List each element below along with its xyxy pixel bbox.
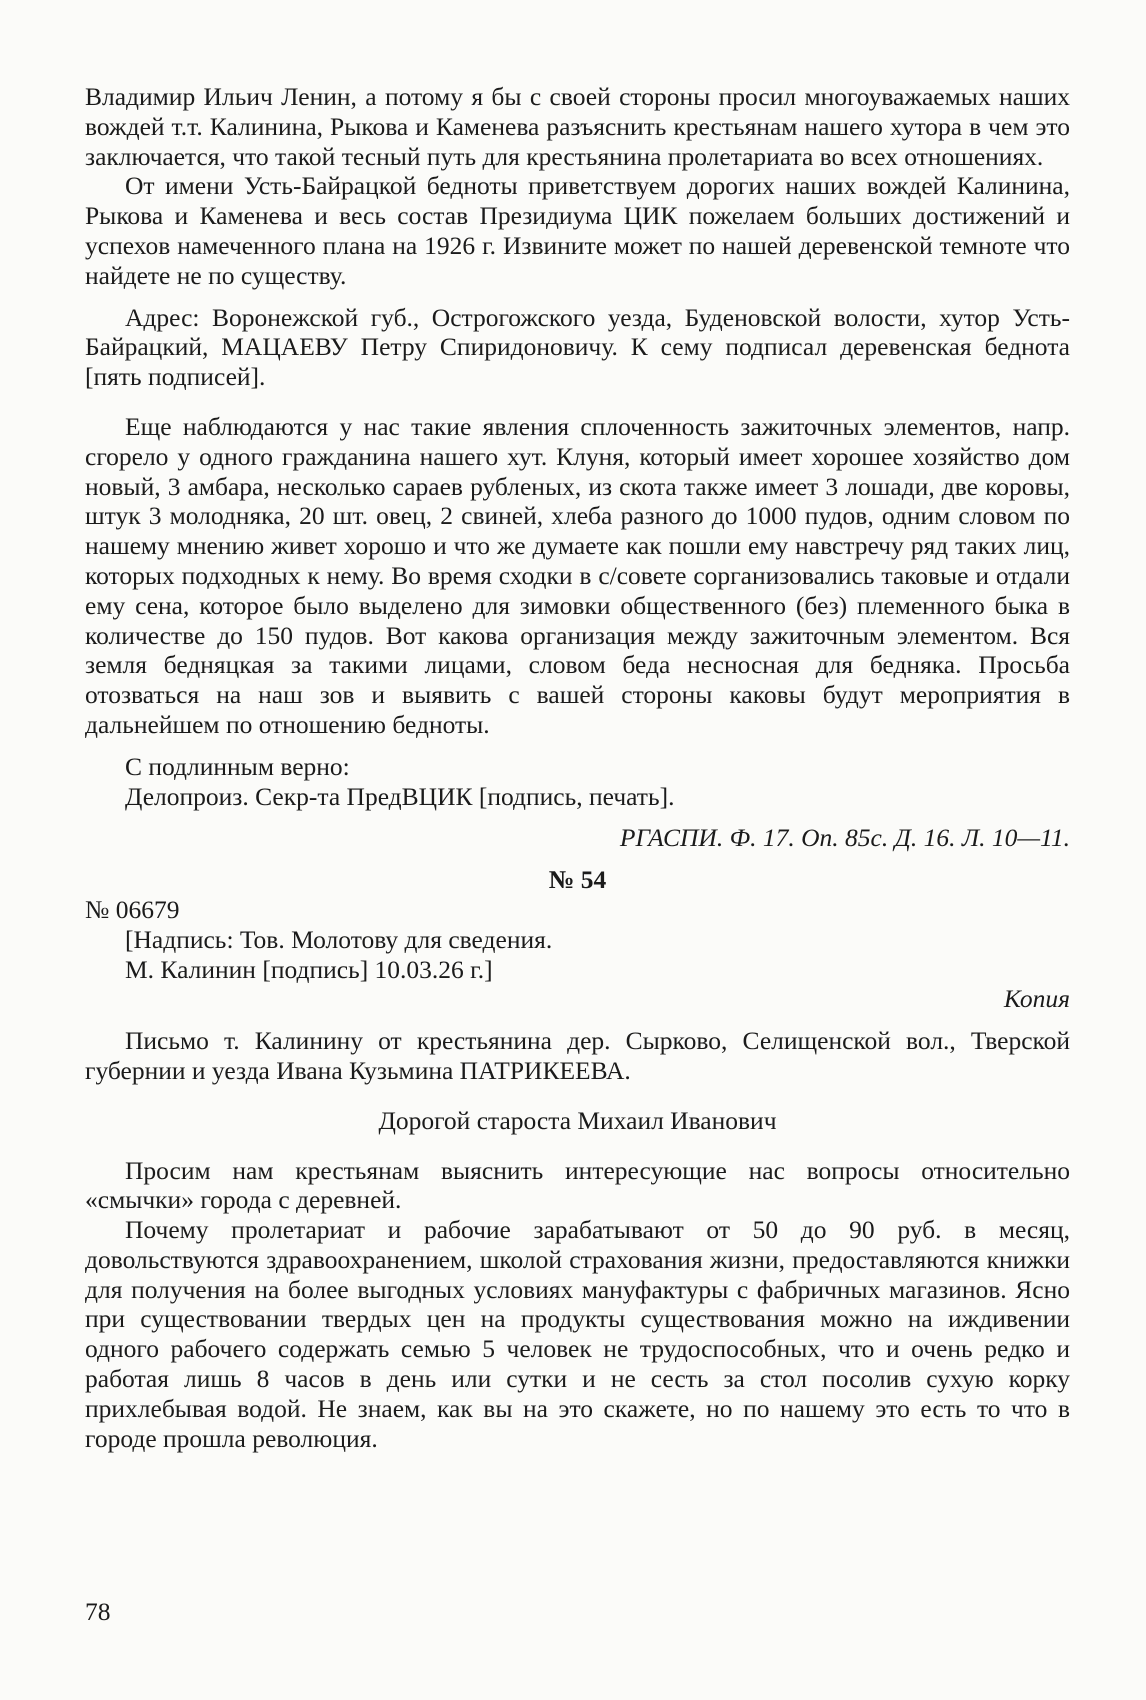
copy-mark: Копия: [1003, 984, 1070, 1014]
certification-line-2: Делопроиз. Секр-та ПредВЦИК [подпись, печать].: [125, 781, 675, 811]
salutation: Дорогой староста Михаил Иванович: [378, 1105, 777, 1135]
page-number: 78: [85, 1597, 111, 1626]
inscription-line-2: М. Калинин [подпись] 10.03.26 г.]: [125, 954, 493, 984]
document-number: № 54: [548, 865, 607, 895]
certification-line-1: С подлинным верно:: [125, 751, 350, 781]
paragraph-request: Просим нам крестьянам выяснить интересующие нас вопросы относительно «смычки» города с деревней.: [85, 1155, 1070, 1215]
inscription-line-1: [Надпись: Тов. Молотову для сведения.: [125, 924, 553, 954]
paragraph-address: Адрес: Воронежской губ., Острогожского уезда, Буденовской волости, хутор Усть-Байрацкий, МАЦАЕВУ Петру Спиридоновичу. К сему подписал деревенская беднота [пять подписей].: [85, 302, 1070, 392]
paragraph-continuation: Владимир Ильич Ленин, а потому я бы с своей стороны просил многоуважаемых наших вождей т.т. Калинина, Рыкова и Каменева разъяснить крестьянам нашего хутора в чем это заключается, что такой тесный путь для крестьянина пролетариата во всех отношениях.: [85, 82, 1070, 171]
paragraph-complaint: Еще наблюдаются у нас такие явления сплоченность зажиточных элементов, напр. сгорело у одного гражданина нашего хут. Клуня, который имеет хорошее хозяйство дом новый, 3 амбара, несколько сараев рубленых, из скота также имеет 3 лошади, две коровы, штук 3 молодняка, 20 шт. овец, 2 свиней, хлеба разного до 1000 пудов, одним словом по нашему мнению живет хорошо и что же думаете как пошли ему навстречу ряд таких лиц, которых подходных к нему. Во время сходки в с/совете сорганизовались таковые и отдали ему сена, которое было выделено для зимовки общественного (без) племенного быка в количестве до 150 пудов. Вот какова организация между зажиточным элементом. Вся земля бедняцкая за такими лицами, словом беда несносная для бедняка. Просьба отозваться на наш зов и выявить с вашей стороны каковы будут мероприятия в дальнейшем по отношению бедноты.: [85, 411, 1070, 739]
registration-number: № 06679: [85, 894, 180, 924]
archive-source: РГАСПИ. Ф. 17. Оп. 85с. Д. 16. Л. 10—11.: [619, 823, 1070, 853]
letter-heading: Письмо т. Калинину от крестьянина дер. Сырково, Селищенской вол., Тверской губернии и уезда Ивана Кузьмина ПАТРИКЕЕВА.: [85, 1026, 1070, 1085]
paragraph-greeting: От имени Усть-Байрацкой бедноты приветствуем дорогих наших вождей Калинина, Рыкова и Каменева и весь состав Президиума ЦИК пожелаем больших достижений и успехов намеченного плана на 1926 г. Извините может по нашей деревенской темноте что найдете не по существу.: [85, 171, 1070, 290]
paragraph-question: Почему пролетариат и рабочие зарабатывают от 50 до 90 руб. в месяц, довольствуются здравоохранением, школой страхования жизни, предоставляются книжки для получения на более выгодных условиях мануфактуры с фабричных магазинов. Ясно при существовании твердых цен на продукты существования можно на иждивении одного рабочего содержать семью 5 человек не трудоспособных, что и очень редко и работая лишь 8 часов в день или сутки и не сесть за стол посолив сухую корку прихлебывая водой. Не знаем, как вы на это скажете, но по нашему это есть то что в городе прошла революция.: [85, 1215, 1070, 1453]
page-body: [85, 82, 1070, 1453]
